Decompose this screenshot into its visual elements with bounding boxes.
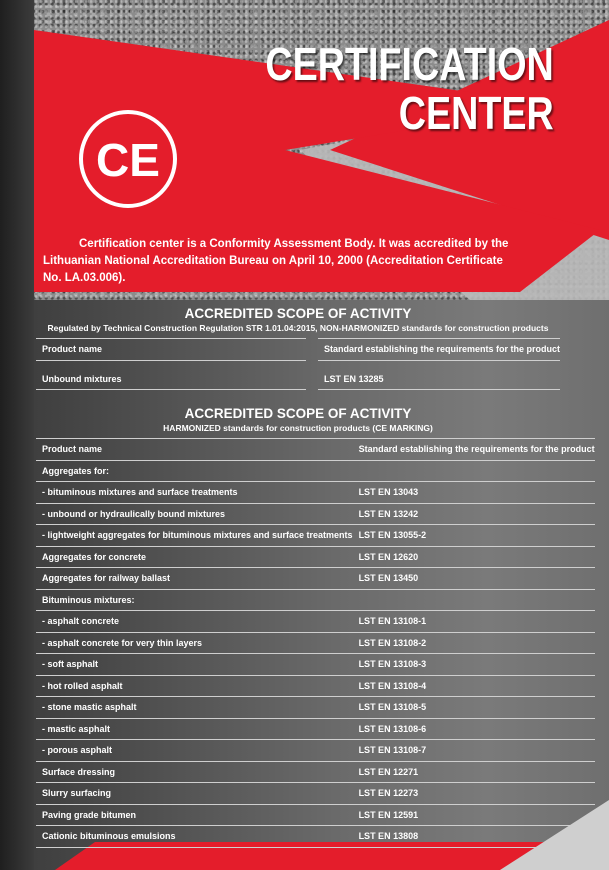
product-cell: - unbound or hydraulically bound mixtures <box>36 503 353 525</box>
standard-cell: LST EN 13808 <box>353 826 595 848</box>
table-row <box>36 503 595 525</box>
standard-cell: LST EN 13285 <box>318 369 560 390</box>
product-cell: Aggregates for: <box>36 460 353 482</box>
title-line-1: CERTIFICATION <box>265 38 554 90</box>
table-row <box>36 804 595 826</box>
product-cell: Cationic bituminous emulsions <box>36 826 353 848</box>
intro-text: Certification center is a Conformity Assessment Body. It was accredited by the Lithuanian National Accreditation Bureau on April 10, 2000 (Accreditation Certificate No. LA.03.006). <box>43 238 509 284</box>
section1-subtitle: Regulated by Technical Construction Regulation STR 1.01.04:2015, NON-HARMONIZED standards for construction products <box>47 323 549 333</box>
title-line-2: CENTER <box>398 87 554 139</box>
standard-cell: LST EN 12273 <box>353 783 595 805</box>
table-row <box>36 611 595 633</box>
ce-mark-text: CE <box>96 134 160 186</box>
section-non-harmonized <box>36 306 560 390</box>
standard-cell: LST EN 13108-7 <box>353 740 595 762</box>
header-product: Product name <box>36 339 306 361</box>
standard-cell: LST EN 13108-4 <box>353 675 595 697</box>
product-cell: Surface dressing <box>36 761 353 783</box>
standard-cell: LST EN 12591 <box>353 804 595 826</box>
section2-table <box>36 438 595 848</box>
standard-cell: LST EN 13108-5 <box>353 697 595 719</box>
product-cell: - lightweight aggregates for bituminous mixtures and surface treatments <box>36 525 353 547</box>
section1-table <box>36 338 560 390</box>
table-row <box>36 546 595 568</box>
standard-cell: LST EN 13242 <box>353 503 595 525</box>
section1-title: ACCREDITED SCOPE OF ACTIVITY <box>184 306 412 321</box>
table-row <box>36 826 595 848</box>
table-row <box>36 740 595 762</box>
section2-subtitle: HARMONIZED standards for construction products (CE MARKING) <box>163 423 433 433</box>
product-cell: Bituminous mixtures: <box>36 589 353 611</box>
section2-title: ACCREDITED SCOPE OF ACTIVITY <box>184 406 412 421</box>
table-row <box>36 369 560 390</box>
standard-cell <box>353 589 595 611</box>
product-cell: - asphalt concrete for very thin layers <box>36 632 353 654</box>
standard-cell: LST EN 12271 <box>353 761 595 783</box>
page-title <box>266 40 554 138</box>
table-row <box>36 783 595 805</box>
ce-mark-icon <box>77 108 179 210</box>
standard-cell: LST EN 13043 <box>353 482 595 504</box>
header-product: Product name <box>36 439 353 461</box>
table-row <box>36 460 595 482</box>
standard-cell: LST EN 13450 <box>353 568 595 590</box>
product-cell: Aggregates for concrete <box>36 546 353 568</box>
table-header-row <box>36 339 560 361</box>
table-row <box>36 697 595 719</box>
product-cell: - porous asphalt <box>36 740 353 762</box>
table-row <box>36 589 595 611</box>
header-standard: Standard establishing the requirements for the product <box>318 339 560 361</box>
product-cell: - bituminous mixtures and surface treatments <box>36 482 353 504</box>
standard-cell: LST EN 12620 <box>353 546 595 568</box>
table-header-row <box>36 439 595 461</box>
product-cell: Unbound mixtures <box>36 369 306 390</box>
table-row <box>36 761 595 783</box>
product-cell: Paving grade bitumen <box>36 804 353 826</box>
product-cell: - mastic asphalt <box>36 718 353 740</box>
table-row <box>36 718 595 740</box>
product-cell: - hot rolled asphalt <box>36 675 353 697</box>
standard-cell <box>353 460 595 482</box>
standard-cell: LST EN 13108-2 <box>353 632 595 654</box>
standard-cell: LST EN 13108-3 <box>353 654 595 676</box>
table-row <box>36 525 595 547</box>
section-harmonized <box>36 406 595 848</box>
table-row <box>36 675 595 697</box>
product-cell: - asphalt concrete <box>36 611 353 633</box>
product-cell: - stone mastic asphalt <box>36 697 353 719</box>
table-row <box>36 632 595 654</box>
table-row <box>36 654 595 676</box>
product-cell: Aggregates for railway ballast <box>36 568 353 590</box>
table-row <box>36 482 595 504</box>
standard-cell: LST EN 13055-2 <box>353 525 595 547</box>
standard-cell: LST EN 13108-1 <box>353 611 595 633</box>
standard-cell: LST EN 13108-6 <box>353 718 595 740</box>
product-cell: - soft asphalt <box>36 654 353 676</box>
header-standard: Standard establishing the requirements for the product <box>353 439 595 461</box>
table-row <box>36 568 595 590</box>
product-cell: Slurry surfacing <box>36 783 353 805</box>
